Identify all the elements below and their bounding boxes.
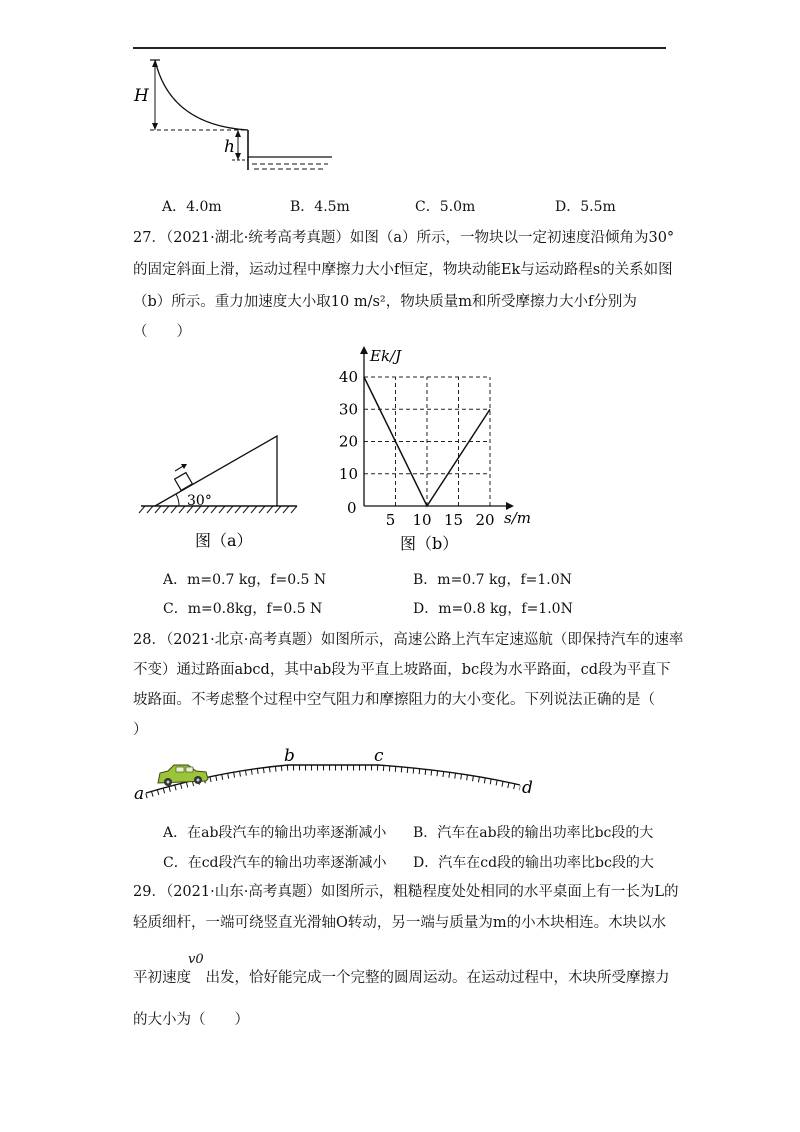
q27-line-4: （ ） [133, 324, 191, 340]
road-label-c: c [374, 746, 384, 766]
q28-line-1: 28．（2021·北京·高考真题）如图所示，高速公路上汽车定速巡航（即保持汽车的速率 [133, 632, 684, 648]
q27-line-2: 的固定斜面上滑，运动过程中摩擦力大小f恒定，物块动能Ek与运动路程s的关系如图 [133, 262, 673, 278]
q29-line-1: 29．（2021·山东·高考真题）如图所示，粗糙程度处处相同的水平桌面上有一长为L的 [133, 884, 679, 900]
q28-line-2: 不变）通过路面abcd，其中ab段为平直上坡路面，bc段为水平路面，cd段为平直下 [133, 662, 671, 678]
fig27a-angle-label: 30° [187, 493, 212, 509]
q27-option-b[interactable]: B．m=0.7 kg，f=1.0N [413, 572, 572, 588]
chart-y-tick-label: 10 [338, 464, 358, 483]
chart-y-tick-label: 30 [338, 400, 358, 419]
q29-v0-symbol: v0 [188, 952, 204, 967]
q26-option-c[interactable]: C．5.0m [415, 199, 476, 215]
q29-line-2: 轻质细杆，一端可绕竖直光滑轴O转动，另一端与质量为m的小木块相连。木块以水 [133, 915, 667, 931]
fig27b-caption: 图（b） [400, 534, 459, 553]
q27-option-d[interactable]: D．m=0.8 kg，f=1.0N [413, 601, 573, 617]
chart-x-tick-label: 10 [412, 511, 432, 529]
fig27a-incline [135, 420, 305, 550]
road-label-a: a [134, 784, 145, 804]
q28-option-a[interactable]: A．在ab段汽车的输出功率逐渐减小 [163, 825, 387, 841]
chart-x-tick-label: 5 [385, 511, 396, 529]
chart-x-tick-label: 15 [443, 511, 464, 529]
header-rule [133, 47, 666, 49]
q27-line-1: 27．（2021·湖北·统考高考真题）如图（a）所示，一物块以一定初速度沿倾角为30° [133, 230, 675, 246]
q29-line-4: 的大小为（ ） [133, 1012, 249, 1028]
q29-line-3: 平初速度 出发，恰好能完成一个完整的圆周运动。在运动过程中，木块所受摩擦力 [133, 970, 670, 986]
q28-line-3: 坡路面。不考虑整个过程中空气阻力和摩擦阻力的大小变化。下列说法正确的是（ [133, 692, 655, 708]
road-label-b: b [284, 746, 295, 766]
q26-option-b[interactable]: B．4.5m [290, 199, 350, 215]
chart-x-tick-label: 20 [475, 511, 495, 529]
fig28-road [130, 745, 540, 805]
chart-x-label: s/m [504, 509, 531, 527]
q28-option-c[interactable]: C．在cd段汽车的输出功率逐渐减小 [163, 855, 387, 871]
label-h: h [224, 137, 235, 157]
fig27b-chart [330, 345, 535, 555]
q28-option-d[interactable]: D．汽车在cd段的输出功率比bc段的大 [413, 855, 654, 871]
q26-option-d[interactable]: D．5.5m [555, 199, 616, 215]
fig27a-caption: 图（a） [195, 531, 253, 550]
road-label-d: d [522, 778, 533, 798]
label-H: H [134, 86, 149, 106]
q27-option-c[interactable]: C．m=0.8kg，f=0.5 N [163, 601, 323, 617]
chart-y-label: Ek/J [370, 347, 402, 365]
chart-y-tick-label: 20 [338, 432, 358, 451]
q26-option-a[interactable]: A．4.0m [162, 199, 222, 215]
chart-y-tick-label: 40 [338, 368, 358, 386]
fig26-diagram [130, 55, 345, 180]
q28-line-4: ） [133, 722, 148, 738]
chart-origin-label: 0 [347, 499, 357, 517]
q28-option-b[interactable]: B．汽车在ab段的输出功率比bc段的大 [413, 825, 654, 841]
q27-line-3: （b）所示。重力加速度大小取10 m/s²，物块质量m和所受摩擦力大小f分别为 [133, 294, 637, 310]
q27-option-a[interactable]: A．m=0.7 kg，f=0.5 N [163, 572, 327, 588]
